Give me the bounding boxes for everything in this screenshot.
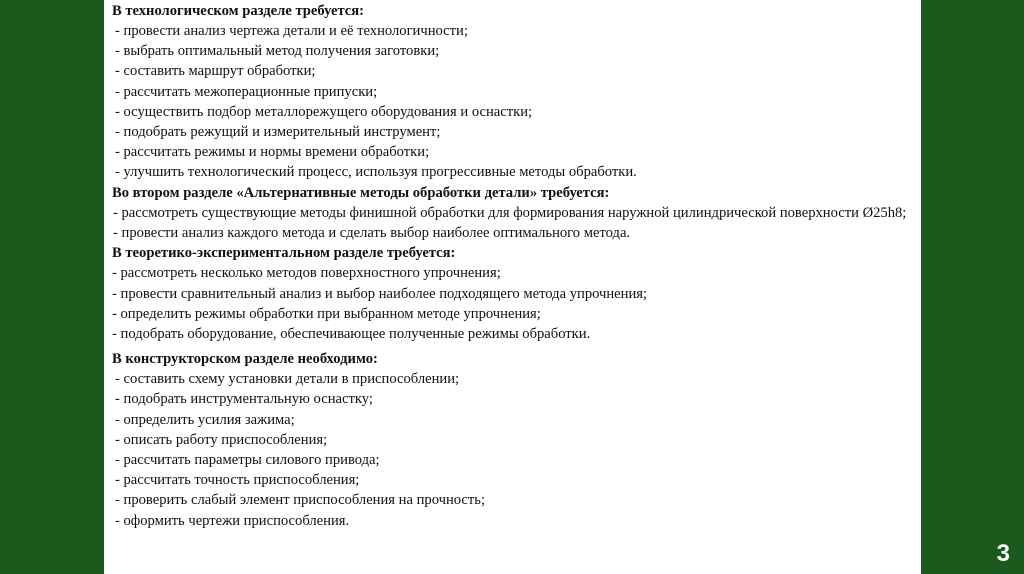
list-item: - провести анализ чертежа детали и её технологичности; bbox=[115, 23, 468, 39]
list-item: - составить схему установки детали в приспособлении; bbox=[115, 371, 460, 388]
section-heading: В технологическом разделе требуется: bbox=[112, 3, 365, 19]
list-item: - составить маршрут обработки; bbox=[115, 63, 316, 80]
section-heading: Во втором разделе «Альтернативные методы обработки детали» требуется: bbox=[112, 184, 610, 201]
section-heading: В теоретико-экспериментальном разделе требуется: bbox=[112, 245, 456, 262]
section-design bbox=[112, 350, 916, 531]
list-item: - определить усилия зажима; bbox=[115, 411, 295, 428]
list-item: - рассмотреть существующие методы финишной обработки для формирования наружной цилиндрической поверхности Ø25h8; bbox=[113, 204, 907, 221]
list-item: - выбрать оптимальный метод получения заготовки; bbox=[115, 43, 440, 60]
list-item: - рассчитать точность приспособления; bbox=[115, 472, 360, 489]
list-item: - оформить чертежи приспособления. bbox=[115, 512, 350, 529]
list-item: - рассмотреть несколько методов поверхностного упрочнения; bbox=[112, 265, 501, 282]
list-item: - определить режимы обработки при выбранном методе упрочнения; bbox=[112, 305, 541, 322]
list-item: - подобрать оборудование, обеспечивающее полученные режимы обработки. bbox=[112, 325, 591, 342]
list-item: - провести анализ каждого метода и сделать выбор наиболее оптимального метода. bbox=[113, 225, 631, 242]
list-item: - подобрать инструментальную оснастку; bbox=[115, 391, 373, 408]
list-item: - осуществить подбор металлорежущего оборудования и оснастки; bbox=[115, 103, 533, 120]
list-item: - описать работу приспособления; bbox=[115, 431, 328, 448]
section-theoretical-experimental bbox=[112, 244, 916, 344]
list-item: - рассчитать параметры силового привода; bbox=[115, 451, 380, 468]
list-item: - подобрать режущий и измерительный инструмент; bbox=[115, 124, 441, 141]
list-item: - рассчитать межоперационные припуски; bbox=[115, 83, 378, 100]
section-alternative-methods bbox=[112, 184, 916, 244]
section-technological bbox=[112, 2, 916, 183]
list-item: - улучшить технологический процесс, используя прогрессивные методы обработки. bbox=[115, 164, 637, 181]
slide-number: 3 bbox=[996, 540, 1010, 567]
list-item: - провести сравнительный анализ и выбор наиболее подходящего метода упрочнения; bbox=[112, 285, 648, 302]
list-item: - проверить слабый элемент приспособления на прочность; bbox=[115, 492, 485, 509]
content-panel bbox=[104, 0, 921, 574]
requirements-text bbox=[112, 2, 916, 531]
section-heading: В конструкторском разделе необходимо: bbox=[112, 351, 378, 368]
list-item: - рассчитать режимы и нормы времени обработки; bbox=[115, 144, 430, 161]
